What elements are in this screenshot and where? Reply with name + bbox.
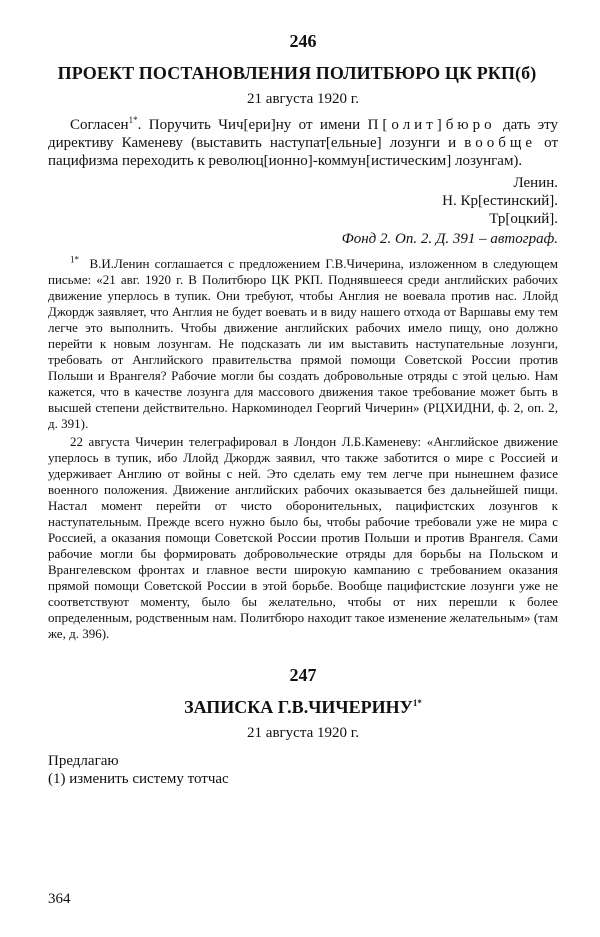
footnote-marker: 1* [128,115,138,125]
body-line-2: (1) изменить систему тотчас [48,771,229,787]
body-spaced-text: вообще [464,135,537,151]
body-text: . Поручить Чич[ери]ну от имени [137,117,368,133]
signature-lenin: Ленин. [513,175,558,191]
signature-trotsky: Тр[оцкий]. [489,211,558,227]
footnote-marker: 1* [412,698,422,708]
page-content [48,30,558,788]
document-body [48,116,558,170]
document-title: ПРОЕКТ ПОСТАНОВЛЕНИЯ ПОЛИТБЮРО ЦК РКП(б) [57,63,537,83]
body-spaced-text: П[олит]бюро [367,117,496,133]
body-line-1: Предлагаю [48,753,119,769]
page-number: 364 [48,891,71,907]
body-text: дать эту директиву Каменеву (выставить наступат[ельные] лозунги и [48,117,558,151]
body-text: от пацифизма переходить к революц[ионно]-коммун[истическим] лозунгам). [48,135,558,169]
body-text: Согласен [70,117,129,133]
signature-krestinsky: Н. Кр[естинский]. [442,193,558,209]
footnote-text: В.И.Ленин соглашается с предложением Г.В.Чичерина, изложенном в следующем письме: «21 авг. 1920 г. В Политбюро ЦК РКП. Поднявшееся среди английских рабочих движение уперлось в тупик. Они требуют, чтобы Англия не воевала против нас. Ллойд Джордж заявляет, что Англия не будет воевать и в виду нашего отхода от Варшавы ему тем легче это выполнить. Чтобы движение английских рабочих имело пищу, оно должно перейти к новым лозунгам. Не подсказать ли им выставить наступательные лозунги, требовать от Английского правительства прямой помощи Советской России против Польши и Врангеля? Рабочие могли бы создать добровольные отряды с этой целью. Нам кажется, что в качестве лозунга для массового движения такое требование может быть в высшей степени действительно. Наркоминодел Георгий Чичерин» (РЦХИДНИ, ф. 2, оп. 2, д. 391). [48,256,559,431]
footnote-2: 22 августа Чичерин телеграфировал в Лондон Л.Б.Каменеву: «Английское движение уперлось в тупик, ибо Ллойд Джордж заявил, что также заботится о мире с Россией и удерживает Англию от войны с ней. Это сделать ему тем легче при нынешнем фазисе военного положения. Движение английских рабочих оказывается без дальнейшей пищи. Настал момент перейти от чисто оборонительных, пацифистских лозунгов к наступательным. Прежде всего нужно было бы, чтобы рабочие требовали уже не мира с Россией, а оказания помощи Советской России против Польши и против Врангеля. Сами рабочие могли бы формировать добровольческие отряды для борьбы на Польском и Врангелевском фронтах и главное вести широкую кампанию с требованием оказания прямой помощи Советской России в этой борьбе. Вообще пацифистские лозунги уже не соответствуют моменту, было бы желательно, чтобы от них перешли к более определенным, родственным нам. Политбюро находит такое изменение желательным» (там же, д. 396). [48,434,558,641]
archive-reference: Фонд 2. Оп. 2. Д. 391 – автограф. [341,231,558,247]
document-number-2: 247 [289,665,317,685]
title-text: ЗАПИСКА Г.В.ЧИЧЕРИНУ [184,697,413,717]
signatures [48,174,558,228]
document-number: 246 [289,31,317,51]
footnote-marker: 1* [70,254,79,265]
document-date-2: 21 августа 1920 г. [247,725,359,741]
footnote-1 [48,256,558,432]
document-date: 21 августа 1920 г. [247,91,359,107]
document-title-2 [48,696,558,718]
